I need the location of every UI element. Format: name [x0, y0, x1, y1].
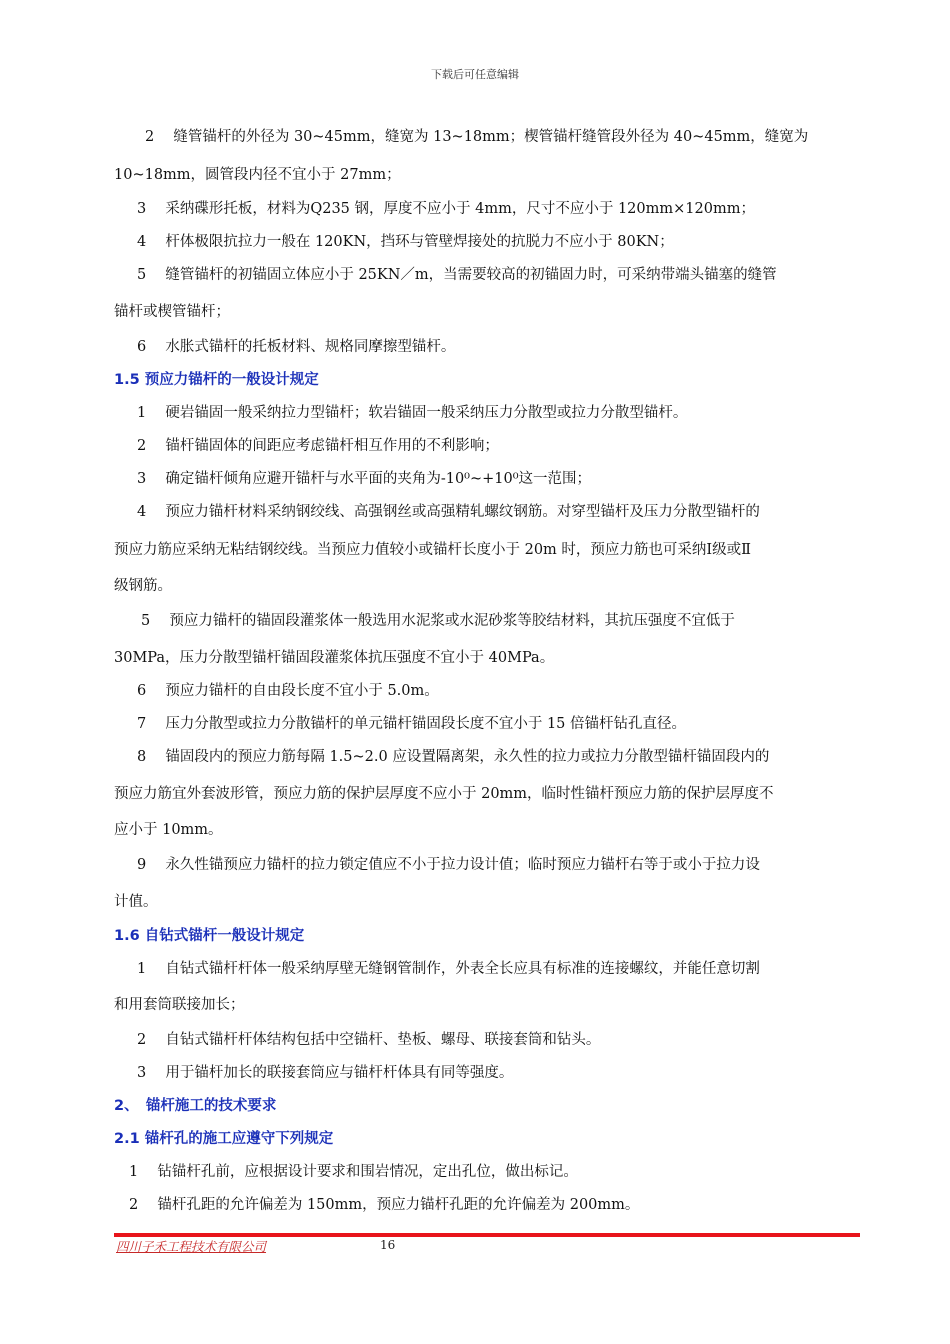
paragraph-line: 30MPa，压力分散型锚杆锚固段灌浆体抗压强度不宜小于 40MPa。 [114, 650, 555, 666]
paragraph-line: 2 锚杆孔距的允许偏差为 150mm，预应力锚杆孔距的允许偏差为 200mm。 [129, 1197, 640, 1213]
paragraph-line: 6 水胀式锚杆的托板材料、规格同摩擦型锚杆。 [137, 339, 456, 355]
paragraph-line: 9 永久性锚预应力锚杆的拉力锁定值应不小于拉力设计值；临时预应力锚杆右等于或小于拉力设 [137, 857, 760, 873]
section-heading: 1.5 预应力锚杆的一般设计规定 [114, 372, 319, 388]
paragraph-line: 预应力筋应采纳无粘结钢绞线。当预应力值较小或锚杆长度小于 20m 时，预应力筋也可采纳Ⅰ级或Ⅱ [114, 542, 751, 558]
paragraph-line: 计值。 [114, 894, 158, 910]
page-number: 16 [380, 1238, 396, 1252]
paragraph-line: 2 缝管锚杆的外径为 30~45mm，缝宽为 13~18mm；楔管锚杆缝管段外径为 40~45mm，缝宽为 [145, 129, 809, 145]
paragraph-line: 6 预应力锚杆的自由段长度不宜小于 5.0m。 [137, 683, 439, 699]
paragraph-line: 8 锚固段内的预应力筋每隔 1.5~2.0 应设置隔离架，永久性的拉力或拉力分散型锚杆锚固段内的 [137, 749, 770, 765]
paragraph-line: 2 自钻式锚杆杆体结构包括中空锚杆、垫板、螺母、联接套筒和钻头。 [137, 1032, 601, 1048]
paragraph-line: 3 用于锚杆加长的联接套筒应与锚杆杆体具有同等强度。 [137, 1065, 514, 1081]
paragraph-line: 10~18mm，圆管段内径不宜小于 27mm； [114, 167, 401, 183]
paragraph-line: 级钢筋。 [114, 578, 172, 594]
paragraph-line: 应小于 10mm。 [114, 822, 223, 838]
page-header: 下载后可任意编辑 [431, 68, 519, 81]
section-heading: 1.6 自钻式锚杆一般设计规定 [114, 928, 305, 944]
paragraph-line: 2 锚杆锚固体的间距应考虑锚杆相互作用的不利影响； [137, 438, 499, 454]
paragraph-line: 1 硬岩锚固一般采纳拉力型锚杆；软岩锚固一般采纳压力分散型或拉力分散型锚杆。 [137, 405, 688, 421]
paragraph-line: 3 采纳碟形托板，材料为Q235 钢，厚度不应小于 4mm，尺寸不应小于 120mm×120mm； [137, 201, 755, 217]
paragraph-line: 4 杆体极限抗拉力一般在 120KN，挡环与管壁焊接处的抗脱力不应小于 80KN； [137, 234, 674, 250]
paragraph-line: 和用套筒联接加长； [114, 997, 245, 1013]
paragraph-line: 5 缝管锚杆的初锚固立体应小于 25KN／m，当需要较高的初锚固力时，可采纳带端头锚塞的缝管 [137, 267, 777, 283]
paragraph-line: 3 确定锚杆倾角应避开锚杆与水平面的夹角为-10⁰~+10⁰这一范围； [137, 471, 592, 487]
paragraph-line: 锚杆或楔管锚杆； [114, 304, 230, 320]
paragraph-line: 1 钻锚杆孔前，应根据设计要求和围岩情况，定出孔位，做出标记。 [129, 1164, 578, 1180]
paragraph-line: 7 压力分散型或拉力分散锚杆的单元锚杆锚固段长度不宜小于 15 倍锚杆钻孔直径。 [137, 716, 687, 732]
paragraph-line: 4 预应力锚杆材料采纳钢绞线、高强钢丝或高强精轧螺纹钢筋。对穿型锚杆及压力分散型锚杆的 [137, 504, 760, 520]
paragraph-line: 预应力筋宜外套波形管，预应力筋的保护层厚度不应小于 20mm，临时性锚杆预应力筋的保护层厚度不 [114, 786, 774, 802]
footer-company-name: 四川子禾工程技术有限公司 [116, 1239, 267, 1254]
section-heading: 2.1 锚杆孔的施工应遵守下列规定 [114, 1131, 334, 1147]
paragraph-line: 5 预应力锚杆的锚固段灌浆体一般选用水泥浆或水泥砂浆等胶结材料，其抗压强度不宜低于 [141, 613, 735, 629]
paragraph-line: 1 自钻式锚杆杆体一般采纳厚壁无缝钢管制作，外表全长应具有标准的连接螺纹，并能任意切割 [137, 961, 760, 977]
section-heading: 2、 锚杆施工的技术要求 [114, 1098, 277, 1114]
